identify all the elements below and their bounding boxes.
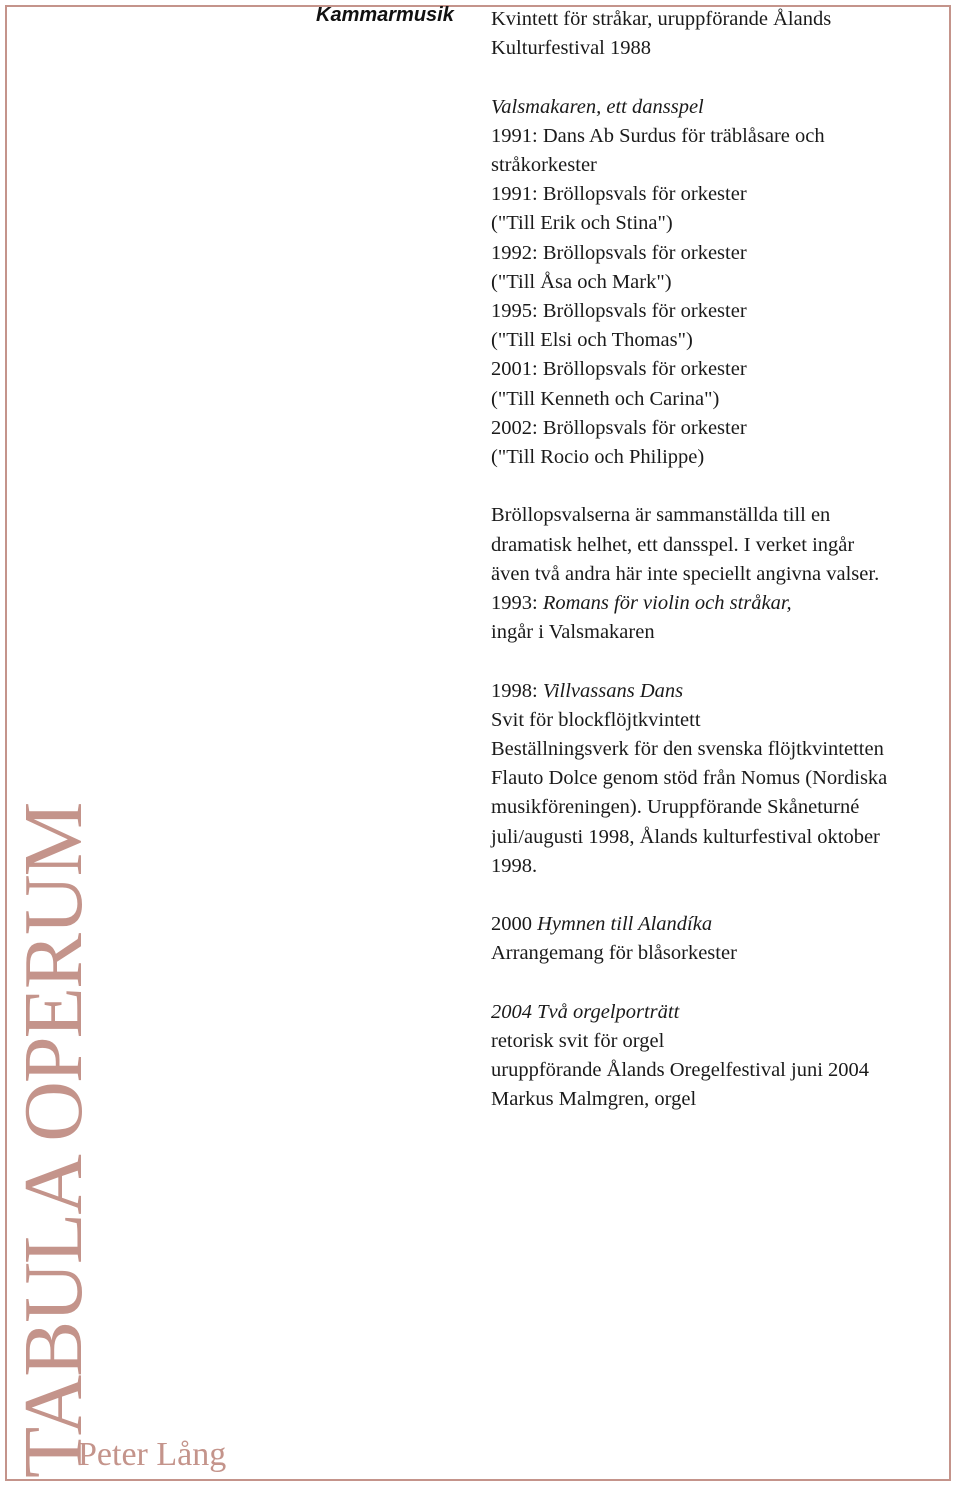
section-heading: Kammarmusik (316, 4, 454, 26)
work-line: ingår i Valsmakaren (491, 621, 655, 644)
work-line: Svit för blockflöjtkvintett (491, 708, 701, 731)
work-line: juli/augusti 1998, Ålands kulturfestival oktober (491, 825, 880, 848)
work-year: 2000 (491, 913, 538, 936)
work-line (491, 677, 953, 706)
work-year: 1993: (491, 592, 543, 615)
work-line: Flauto Dolce genom stöd från Nomus (Nordiska (491, 767, 888, 790)
work-line: 2001: Bröllopsvals för orkester (491, 358, 747, 381)
spacer (491, 969, 953, 998)
work-line: 2002: Bröllopsvals för orkester (491, 416, 747, 439)
work-line: ("Till Elsi och Thomas") (491, 329, 693, 352)
work-line: ("Till Kenneth och Carina") (491, 387, 720, 410)
work-line: Markus Malmgren, orgel (491, 1088, 697, 1111)
works-list (491, 5, 953, 1115)
work-title: Romans för violin och stråkar, (542, 592, 792, 615)
work-line: dramatisk helhet, ett dansspel. I verket ingår (491, 533, 855, 556)
work-line: 1995: Bröllopsvals för orkester (491, 300, 747, 323)
author-name: Peter Lång (78, 1436, 227, 1473)
vertical-title: TABULA OPERUM (7, 803, 100, 1478)
work-line: 1991: Dans Ab Surdus för träblåsare och (491, 124, 825, 147)
work-title: Villvassans Dans (542, 679, 684, 702)
work-line: ("Till Åsa och Mark") (491, 270, 672, 293)
work-line: retorisk svit för orgel (491, 1030, 665, 1053)
work-line: 1991: Bröllopsvals för orkester (491, 183, 747, 206)
spacer (491, 472, 953, 501)
work-line: 1998. (491, 854, 538, 877)
work-line (491, 589, 953, 618)
work-title: Valsmakaren, ett dansspel (491, 95, 704, 118)
work-title: Hymnen till Alandíka (537, 913, 713, 936)
work-line: musikföreningen). Uruppförande Skåneturné (491, 796, 860, 819)
work-line: även två andra här inte speciellt angivna valser. (491, 562, 880, 585)
work-line: ("Till Rocio och Philippe) (491, 446, 705, 469)
spacer (491, 63, 953, 92)
work-line: Beställningsverk för den svenska flöjtkvintetten (491, 738, 884, 761)
work-year: 1998: (491, 679, 543, 702)
work-line: Kvintett för stråkar, uruppförande Ålands (491, 8, 832, 30)
work-line: uruppförande Ålands Oregelfestival juni 2004 (491, 1059, 870, 1082)
work-line: Arrangemang för blåsorkester (491, 942, 737, 965)
work-title: 2004 Två orgelporträtt (491, 1000, 680, 1023)
work-line: Kulturfestival 1988 (491, 37, 651, 60)
work-line: ("Till Erik och Stina") (491, 212, 673, 235)
spacer (491, 881, 953, 910)
work-line (491, 910, 953, 939)
work-line: Bröllopsvalserna är sammanställda till en (491, 504, 831, 527)
work-line: stråkorkester (491, 154, 597, 176)
work-line: 1992: Bröllopsvals för orkester (491, 241, 747, 264)
spacer (491, 647, 953, 676)
